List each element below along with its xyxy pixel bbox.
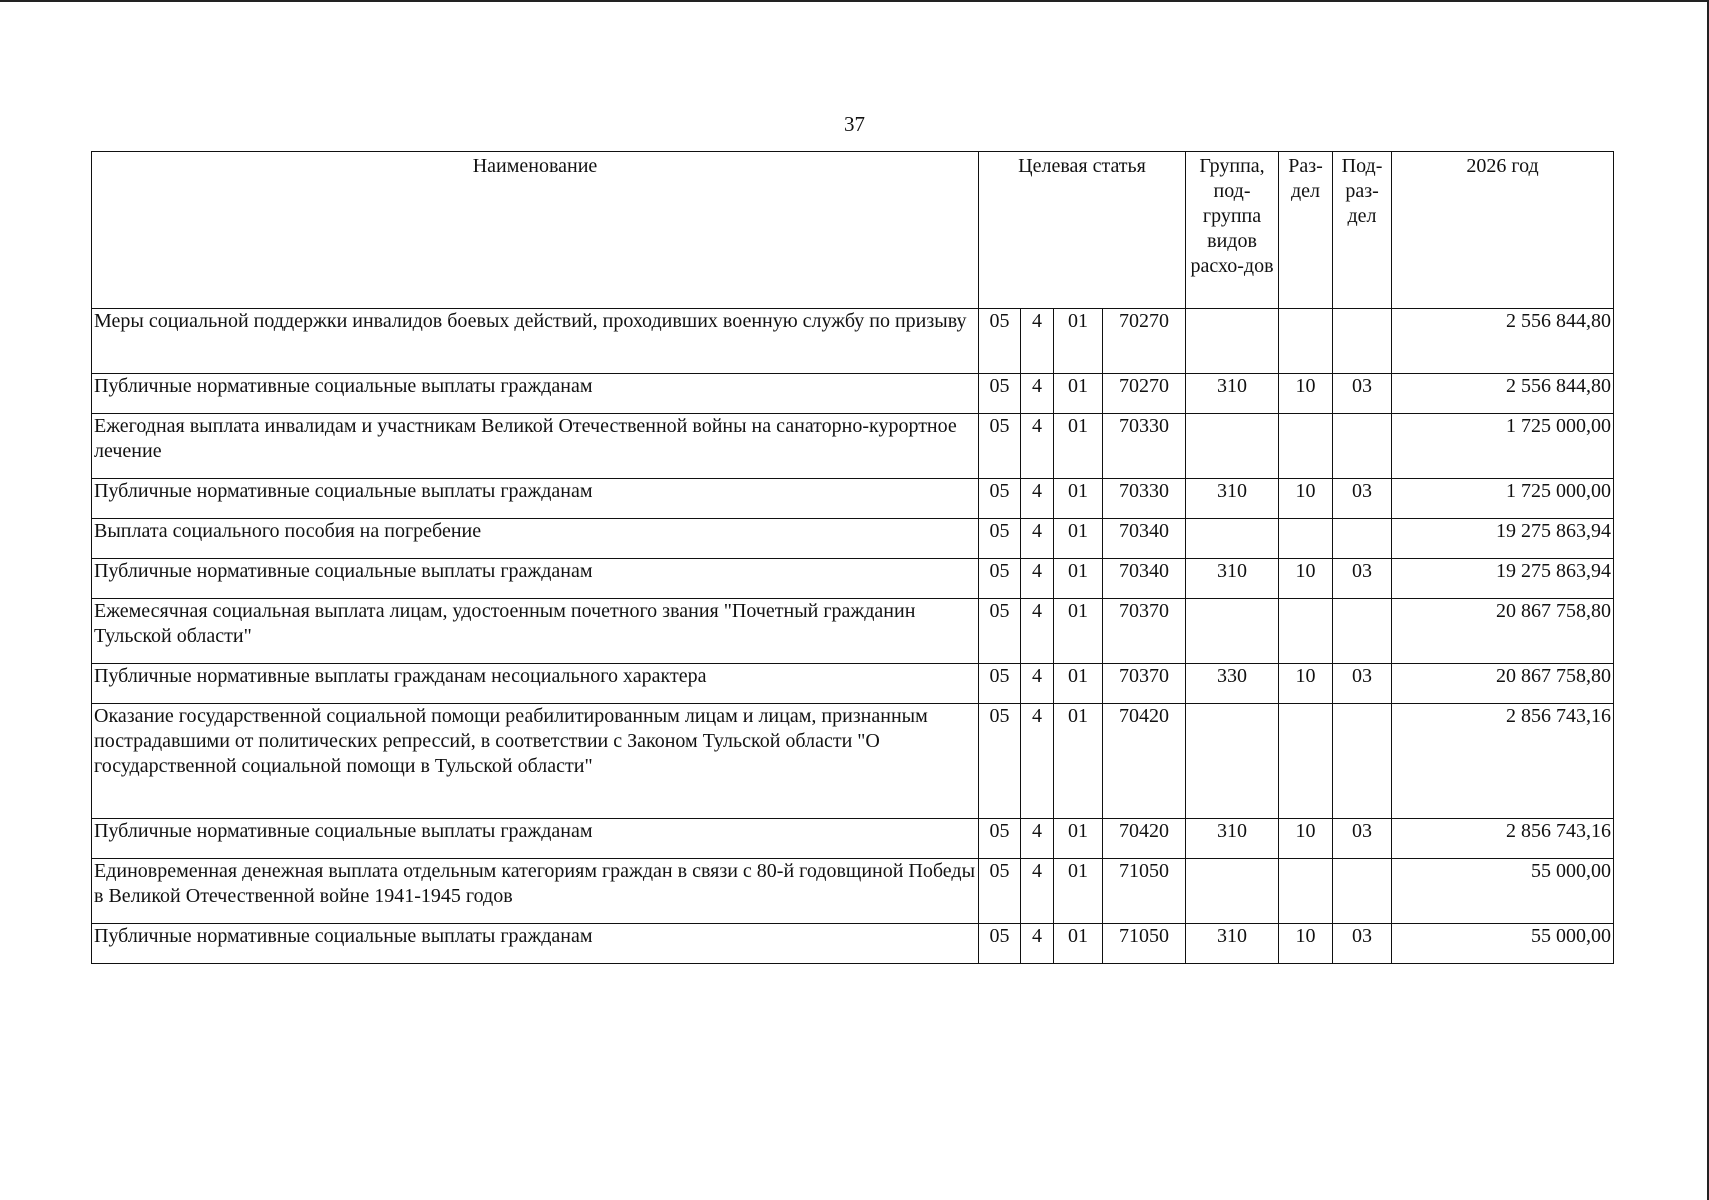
row-expense-group: 310 [1186,374,1279,414]
table-row [92,924,1614,964]
table-row [92,859,1614,924]
row-name: Публичные нормативные социальные выплаты гражданам [92,819,979,859]
row-article-program: 05 [979,664,1021,704]
row-name: Публичные нормативные социальные выплаты гражданам [92,479,979,519]
row-subsection: 03 [1333,559,1392,599]
row-subsection [1333,704,1392,819]
header-target-article: Целевая статья [979,152,1186,309]
row-article-direction: 71050 [1103,859,1186,924]
header-name: Наименование [92,152,979,309]
row-expense-group: 330 [1186,664,1279,704]
row-article-sub: 01 [1054,519,1103,559]
row-subsection [1333,519,1392,559]
row-article-type: 4 [1021,374,1054,414]
row-article-program: 05 [979,819,1021,859]
row-amount: 2 856 743,16 [1392,819,1614,859]
header-expense-group: Группа, под-группа видов расхо-дов [1186,152,1279,309]
row-section [1279,859,1333,924]
row-subsection: 03 [1333,479,1392,519]
table-row [92,599,1614,664]
row-expense-group [1186,309,1279,374]
row-expense-group: 310 [1186,924,1279,964]
row-section [1279,519,1333,559]
row-article-program: 05 [979,519,1021,559]
row-subsection [1333,599,1392,664]
row-article-sub: 01 [1054,664,1103,704]
row-article-sub: 01 [1054,924,1103,964]
row-expense-group: 310 [1186,559,1279,599]
row-subsection [1333,309,1392,374]
table-row [92,309,1614,374]
row-expense-group [1186,859,1279,924]
row-amount: 1 725 000,00 [1392,414,1614,479]
row-expense-group [1186,519,1279,559]
row-amount: 55 000,00 [1392,924,1614,964]
row-article-type: 4 [1021,859,1054,924]
row-article-direction: 70340 [1103,519,1186,559]
budget-table [91,151,1614,964]
row-article-program: 05 [979,559,1021,599]
row-article-program: 05 [979,704,1021,819]
row-article-direction: 70370 [1103,599,1186,664]
row-article-sub: 01 [1054,704,1103,819]
row-section [1279,414,1333,479]
row-name: Выплата социального пособия на погребение [92,519,979,559]
row-amount: 19 275 863,94 [1392,559,1614,599]
row-section: 10 [1279,374,1333,414]
row-section: 10 [1279,479,1333,519]
row-subsection [1333,859,1392,924]
row-subsection: 03 [1333,374,1392,414]
row-article-program: 05 [979,414,1021,479]
row-expense-group: 310 [1186,819,1279,859]
row-name: Публичные нормативные социальные выплаты гражданам [92,559,979,599]
row-name: Единовременная денежная выплата отдельным категориям граждан в связи с 80-й годовщиной Победы в Великой Отечественной войне 1941-1945 годов [92,859,979,924]
row-article-direction: 70330 [1103,414,1186,479]
row-amount: 2 556 844,80 [1392,309,1614,374]
row-article-type: 4 [1021,819,1054,859]
row-expense-group [1186,704,1279,819]
table-row [92,374,1614,414]
row-amount: 1 725 000,00 [1392,479,1614,519]
table-row [92,519,1614,559]
row-article-sub: 01 [1054,599,1103,664]
table-row [92,559,1614,599]
row-section: 10 [1279,819,1333,859]
row-section [1279,309,1333,374]
row-amount: 20 867 758,80 [1392,664,1614,704]
row-article-sub: 01 [1054,479,1103,519]
row-article-program: 05 [979,924,1021,964]
row-article-type: 4 [1021,479,1054,519]
row-article-direction: 70420 [1103,704,1186,819]
row-amount: 20 867 758,80 [1392,599,1614,664]
row-article-type: 4 [1021,559,1054,599]
row-article-direction: 70270 [1103,309,1186,374]
row-article-type: 4 [1021,704,1054,819]
row-section: 10 [1279,664,1333,704]
header-section: Раз-дел [1279,152,1333,309]
row-article-sub: 01 [1054,374,1103,414]
table-header-row [92,152,1614,309]
row-expense-group [1186,414,1279,479]
row-article-type: 4 [1021,519,1054,559]
row-article-sub: 01 [1054,859,1103,924]
row-article-program: 05 [979,599,1021,664]
row-article-type: 4 [1021,414,1054,479]
row-name: Публичные нормативные социальные выплаты гражданам [92,374,979,414]
page-number: 37 [844,112,865,136]
row-article-program: 05 [979,374,1021,414]
row-article-sub: 01 [1054,309,1103,374]
row-article-direction: 70340 [1103,559,1186,599]
row-section: 10 [1279,924,1333,964]
table-row [92,479,1614,519]
row-article-type: 4 [1021,599,1054,664]
row-subsection: 03 [1333,924,1392,964]
row-article-direction: 71050 [1103,924,1186,964]
row-amount: 2 856 743,16 [1392,704,1614,819]
row-article-type: 4 [1021,309,1054,374]
row-subsection: 03 [1333,819,1392,859]
header-year: 2026 год [1392,152,1614,309]
row-article-direction: 70370 [1103,664,1186,704]
row-article-sub: 01 [1054,559,1103,599]
row-subsection [1333,414,1392,479]
row-article-program: 05 [979,479,1021,519]
row-expense-group: 310 [1186,479,1279,519]
row-name: Ежемесячная социальная выплата лицам, удостоенным почетного звания "Почетный гражданин Тульской области" [92,599,979,664]
table-row [92,704,1614,819]
row-article-type: 4 [1021,924,1054,964]
header-subsection: Под-раз-дел [1333,152,1392,309]
table-row [92,414,1614,479]
row-article-direction: 70270 [1103,374,1186,414]
row-name: Оказание государственной социальной помощи реабилитированным лицам и лицам, признанным пострадавшими от политических репрессий, в соответствии с Законом Тульской области "О государственной социальной помощи в Тульской области" [92,704,979,819]
row-article-type: 4 [1021,664,1054,704]
row-section [1279,599,1333,664]
row-name: Публичные нормативные социальные выплаты гражданам [92,924,979,964]
row-article-sub: 01 [1054,819,1103,859]
row-name: Публичные нормативные выплаты гражданам несоциального характера [92,664,979,704]
page-top-border [0,0,1709,2]
row-amount: 2 556 844,80 [1392,374,1614,414]
row-article-sub: 01 [1054,414,1103,479]
row-article-direction: 70420 [1103,819,1186,859]
table-row [92,819,1614,859]
row-name: Меры социальной поддержки инвалидов боевых действий, проходивших военную службу по призыву [92,309,979,374]
row-name: Ежегодная выплата инвалидам и участникам Великой Отечественной войны на санаторно-курортное лечение [92,414,979,479]
table-row [92,664,1614,704]
row-section: 10 [1279,559,1333,599]
row-amount: 55 000,00 [1392,859,1614,924]
row-subsection: 03 [1333,664,1392,704]
row-amount: 19 275 863,94 [1392,519,1614,559]
row-article-program: 05 [979,309,1021,374]
row-section [1279,704,1333,819]
row-article-program: 05 [979,859,1021,924]
row-expense-group [1186,599,1279,664]
row-article-direction: 70330 [1103,479,1186,519]
